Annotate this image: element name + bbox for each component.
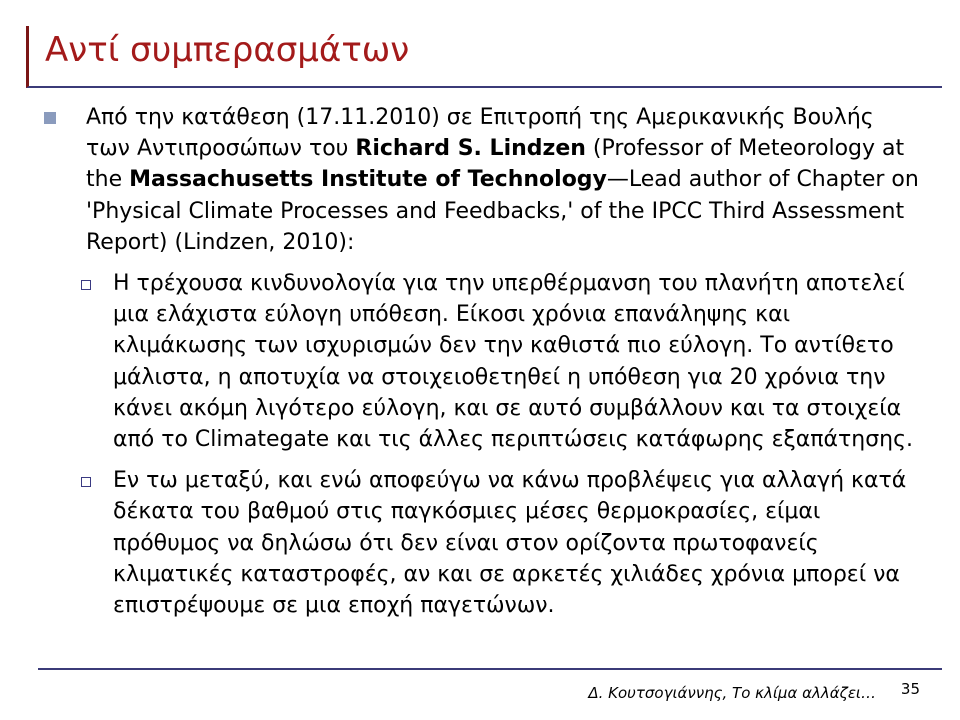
main-bullet-part3: —Lead author of Chapter on 'Physical Climate Processes and Feedbacks,' of the IPCC Third Assessment Report) (Lindzen, 2010): bbox=[86, 167, 919, 255]
title-bar bbox=[26, 26, 942, 88]
hollow-square-bullet-icon bbox=[81, 477, 91, 487]
main-bullet-text bbox=[86, 102, 924, 258]
sub-bullet-text: Εν τω μεταξύ, και ενώ αποφεύγω να κάνω προβλέψεις για αλλαγή κατά δέκατα του βαθμού στις παγκόσμιες μέσες θερμοκρασίες, είμαι πρόθυμος να δηλώσω ότι δεν είναι στον ορίζοντα πρωτοφανείς κλιματικές καταστροφές, αν και σε αρκετές χιλιάδες χρόνια μπορεί να επιστρέψουμε σε μια εποχή παγετώνων. bbox=[113, 468, 907, 619]
sub-bullet-item bbox=[81, 465, 924, 621]
sub-bullet-list bbox=[81, 268, 924, 621]
slide-title: Αντί συμπερασμάτων bbox=[45, 30, 410, 70]
page-number: 35 bbox=[900, 680, 920, 698]
hollow-square-bullet-icon bbox=[81, 280, 91, 290]
main-bullet-part2: (Professor of Meteorology at the bbox=[86, 136, 905, 193]
sub-bullet-text: Η τρέχουσα κινδυνολογία για την υπερθέρμανση του πλανήτη αποτελεί μια ελάχιστα εύλογη υπόθεση. Είκοσι χρόνια επανάληψης και κλιμάκωσης των ισχυρισμών δεν την καθιστά πιο εύλογη. Το αντίθετο μάλιστα, η αποτυχία να στοιχειοθετηθεί η υπόθεση για 20 χρόνια την κάνει ακόμη λιγότερο εύλογη, και σε αυτό συμβάλλουν και τα στοιχεία από το Climategate και τις άλλες περιπτώσεις κατάφωρης εξαπάτησης. bbox=[113, 271, 913, 453]
main-bullet-bold2: Massachusetts Institute of Technology bbox=[129, 167, 607, 193]
square-bullet-icon bbox=[44, 112, 56, 124]
footer-divider bbox=[38, 668, 942, 670]
main-bullet-item bbox=[44, 102, 924, 258]
main-bullet-part1: Από την κατάθεση (17.11.2010) σε Επιτροπή της Αμερικανικής Βουλής των Αντιπροσώπων του bbox=[86, 105, 874, 162]
sub-bullet-item bbox=[81, 268, 924, 455]
slide-content bbox=[44, 102, 924, 631]
main-bullet-bold1: Richard S. Lindzen bbox=[355, 136, 586, 162]
footer-author: Δ. Κουτσογιάννης, Το κλίμα αλλάζει… bbox=[588, 684, 876, 702]
